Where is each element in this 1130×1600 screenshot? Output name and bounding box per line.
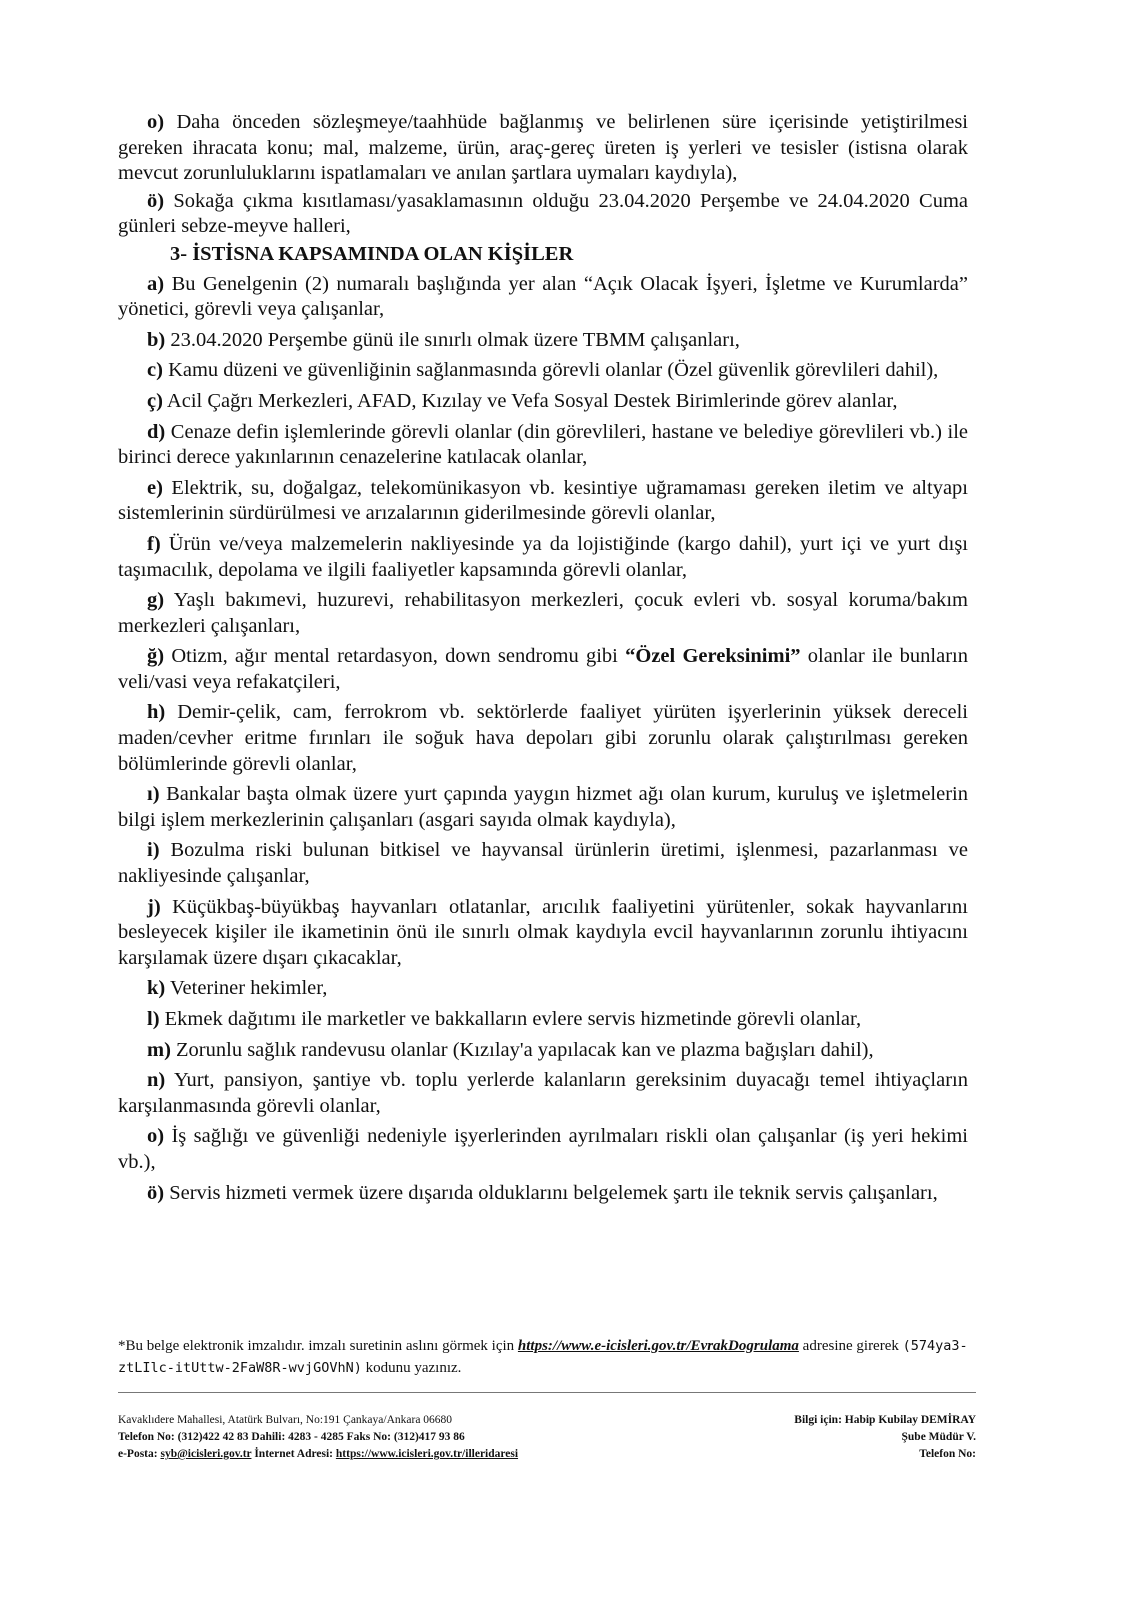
list-item — [118, 420, 968, 471]
item-label: o) — [147, 1125, 165, 1148]
item-label: ö) — [147, 1181, 165, 1204]
note-text: adresine girerek — [798, 1338, 903, 1354]
e-signature-note — [118, 1335, 968, 1379]
item-label: ç) — [147, 389, 163, 412]
item-text: Sokağa çıkma kısıtlaması/yasaklamasının olduğu 23.04.2020 Perşembe ve 24.04.2020 Cuma günleri sebze-meyve halleri, — [118, 189, 968, 238]
list-item — [118, 1007, 968, 1033]
list-item — [118, 1124, 968, 1175]
item-text: Bu Genelgenin (2) numaralı başlığında yer alan “Açık Olacak İşyeri, İşletme ve Kurumlarda” yönetici, görevli veya çalışanlar, — [118, 272, 968, 321]
item-text: Servis hizmeti vermek üzere dışarıda olduklarını belgelemek şartı ile teknik servis çalışanları, — [164, 1181, 938, 1204]
emphasis-text: “Özel Gereksinimi” — [625, 645, 801, 668]
list-item — [118, 532, 968, 583]
footer-contact — [118, 1412, 518, 1463]
footer-address: Kavaklıdere Mahallesi, Atatürk Bulvarı, No:191 Çankaya/Ankara 06680 — [118, 1414, 453, 1426]
footer-web-line — [118, 1446, 518, 1463]
item-label: d) — [147, 420, 166, 443]
item-text: Ürün ve/veya malzemelerin nakliyesinde ya da lojistiğinde (kargo dahil), yurt içi ve yurt dışı taşımacılık, depolama ve ilgili faaliyetler kapsamında görevli olanlar, — [118, 532, 968, 581]
website-link[interactable]: https://www.icisleri.gov.tr/illeridaresi — [335, 1448, 519, 1460]
list-item — [118, 1038, 968, 1064]
email-label: e-Posta: — [118, 1448, 161, 1460]
list-item — [118, 588, 968, 639]
item-text: Acil Çağrı Merkezleri, AFAD, Kızılay ve Vefa Sosyal Destek Birimlerinde görev alanlar, — [162, 389, 898, 412]
item-text: 23.04.2020 Perşembe günü ile sınırlı olmak üzere TBMM çalışanları, — [165, 328, 740, 351]
list-item — [118, 976, 968, 1002]
item-text: Kamu düzeni ve güvenliğinin sağlanmasında görevli olanlar (Özel güvenlik görevlileri dahil), — [162, 359, 939, 382]
item-text: olanlar ile bunların veli/vasi veya refakatçileri, — [118, 645, 968, 693]
item-text: Bozulma riski bulunan bitkisel ve hayvansal ürünlerin üretimi, işlenmesi, pazarlanması ve nakliyesinde çalışanlar, — [118, 839, 968, 888]
list-item — [118, 895, 968, 972]
item-text: Zorunlu sağlık randevusu olanlar (Kızılay'a yapılacak kan ve plazma bağışları dahil), — [170, 1038, 874, 1061]
item-text: Yurt, pansiyon, şantiye vb. toplu yerlerde kalanların gereksinim duyacağı temel ihtiyaçların karşılanmasında görevli olanlar, — [118, 1069, 968, 1117]
item-label: l) — [147, 1008, 160, 1030]
item-label: c) — [147, 359, 163, 382]
item-label: e) — [147, 476, 163, 499]
list-item — [118, 1181, 968, 1207]
info-phone: Telefon No: — [919, 1448, 976, 1460]
item-text: Bankalar başta olmak üzere yurt çapında yaygın hizmet ağı olan kurum, kuruluş ve işletmelerin bilgi işlem merkezlerinin çalışanları (asgari sayıda olmak kaydıyla), — [118, 783, 968, 831]
item-text: Daha önceden sözleşmeye/taahhüde bağlanmış ve belirlenen süre içerisinde yetiştirilmesi gereken ihracata konu; mal, malzeme, ürün, araç-gereç üreten iş yerleri ve tesisler (istisna olarak mevcut zorunluluklarını ispatlamaları ve anılan şartlara uymaları kaydıyla), — [118, 111, 968, 185]
list-item — [118, 476, 968, 527]
item-text: Ekmek dağıtımı ile marketler ve bakkalların evlere servis hizmetinde görevli olanlar, — [159, 1008, 862, 1030]
item-label: ö) — [147, 189, 165, 212]
item-label: ğ) — [147, 645, 165, 668]
verification-link[interactable]: https://www.e-icisleri.gov.tr/EvrakDogrulama — [517, 1338, 799, 1354]
list-item — [118, 389, 968, 415]
item-text: Demir-çelik, cam, ferrokrom vb. sektörlerde faaliyet yürüten işyerlerinin yüksek dereceli maden/cevher eritme fırınları ile soğuk hava depoları gibi zorunlu olarak çalıştırılması gereken bölümlerinde görevli olanlar, — [118, 701, 968, 775]
list-item — [118, 700, 968, 777]
note-text: kodunu yazınız. — [361, 1360, 462, 1376]
document-body — [118, 110, 968, 1211]
note-text: *Bu belge elektronik imzalıdır. imzalı suretinin aslını görmek için — [118, 1338, 518, 1354]
info-title: Şube Müdür V. — [901, 1431, 976, 1443]
email-link[interactable]: syb@icisleri.gov.tr — [160, 1448, 252, 1460]
footer-info — [700, 1412, 976, 1463]
list-item — [118, 1068, 968, 1119]
item-label: f) — [147, 532, 161, 555]
section-heading: 3- İSTİSNA KAPSAMINDA OLAN KİŞİLER — [170, 242, 574, 265]
item-label: b) — [147, 328, 166, 351]
list-item — [118, 110, 968, 187]
item-label: a) — [147, 272, 165, 295]
item-label: i) — [147, 839, 160, 862]
list-item — [118, 838, 968, 889]
item-text: Elektrik, su, doğalgaz, telekomünikasyon vb. kesintiye uğramaması gereken iletim ve altyapı sistemlerinin sürdürülmesi ve arızalarının giderilmesinde görevli olanlar, — [118, 476, 968, 525]
list-item — [118, 358, 968, 384]
list-item — [118, 272, 968, 323]
footer-phone: Telefon No: (312)422 42 83 Dahili: 4283 - 4285 Faks No: (312)417 93 86 — [118, 1431, 465, 1443]
item-text: Cenaze defin işlemlerinde görevli olanlar (din görevlileri, hastane ve belediye görevlileri vb.) ile birinci derece yakınlarının cenazelerine katılacak olanlar, — [118, 420, 968, 469]
item-label: h) — [147, 701, 166, 724]
item-text: İş sağlığı ve güvenliği nedeniyle işyerlerinden ayrılmaları riskli olan çalışanlar (iş yeri hekimi vb.), — [118, 1125, 968, 1173]
item-label: n) — [147, 1069, 166, 1092]
info-contact: Bilgi için: Habip Kubilay DEMİRAY — [794, 1414, 976, 1426]
list-item — [118, 782, 968, 833]
list-item — [118, 189, 968, 240]
item-text: Veteriner hekimler, — [165, 977, 328, 1000]
item-label: k) — [147, 977, 166, 1000]
item-text: Otizm, ağır mental retardasyon, down sendromu gibi — [164, 645, 626, 668]
item-text: Küçükbaş-büyükbaş hayvanları otlatanlar, arıcılık faaliyetini yürütenler, sokak hayvanlarını besleyecek kişiler ile ikametinin önü ile sınırlı olmak kaydıyla evcil hayvanlarının zorunlu ihtiyacını karşılamak üzere dışarı çıkacaklar, — [118, 895, 968, 969]
verification-code: (574ya3-ztLIlc-itUttw-2FaW8R-wvjGOVhN) — [118, 1338, 968, 1376]
list-item — [118, 644, 968, 695]
item-label: m) — [147, 1038, 171, 1061]
footer-divider — [118, 1392, 976, 1393]
list-item — [118, 328, 968, 354]
item-label: j) — [147, 895, 161, 918]
item-label: ı) — [147, 783, 160, 806]
web-label: İnternet Adresi: — [251, 1448, 336, 1460]
item-label: g) — [147, 589, 165, 612]
item-label: o) — [147, 111, 165, 133]
item-text: Yaşlı bakımevi, huzurevi, rehabilitasyon merkezleri, çocuk evleri vb. sosyal koruma/bakım merkezleri çalışanları, — [118, 589, 968, 637]
